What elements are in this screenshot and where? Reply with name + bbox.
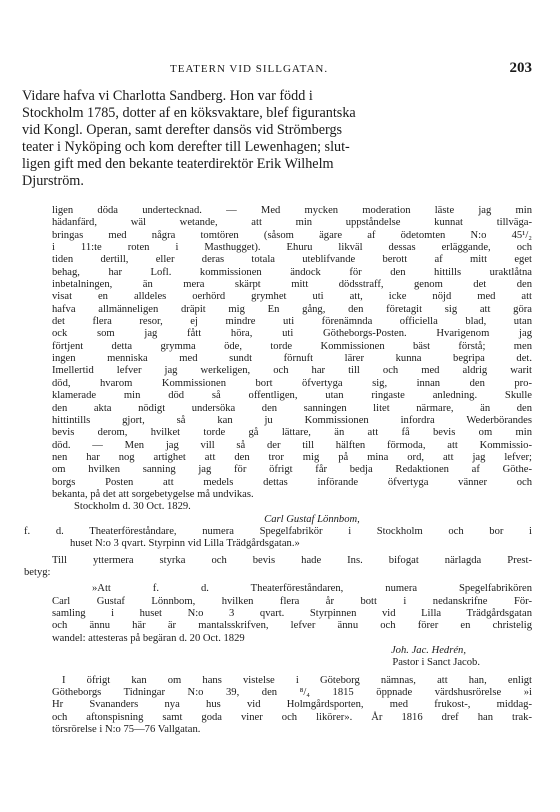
certificate-block [52,583,532,669]
closing-line: I öfrigt kan om hans vistelse i Göteborg nämnas, att han, enligt [62,674,532,686]
main-line: vid Kongl. Operan, samt derefter dansös vid Strömbergs [22,122,343,138]
main-line: teater i Nyköping och kom derefter till Lewenhagen; slut- [22,139,350,155]
closing-line: Götheborgs Tidningar N:o 39, den ⁸/₄ 1815 öppnade värdshusrörelse »i [52,687,532,699]
footnote-line: hittintills gjort, så kan ju Kommissionen infordra Wederbörandes [52,414,532,426]
footnote-line: om hvilken sanning jag för öfrigt får bedja Redaktionen af Göthe- [52,464,532,476]
footnote-line: klamerade min död så offentligen, utan ringaste anledning. Skulle [52,390,532,402]
footnote-block [24,205,532,736]
signatory-title-line: f. d. Theaterföreståndare, numera Spegelfabrikör i Stockholm och bor i [24,525,532,537]
footnote-line: bekanta, på det att sorgebetygelse må undvikas. [52,488,254,500]
certificate-line: och ännu här är mantalsskrifven, lefver ännu och förer en christelig [52,620,532,632]
certificate-title: Pastor i Sanct Jacob. [392,657,480,669]
intro-line: Till yttermera styrka och bevis hade Ins. bifogat närlagda Prest- [52,554,532,566]
footnote-line: i 11:te roten i Masthugget). Ehuru likväl dessas erläggande, och [52,242,532,254]
footnote-line: tiden dertill, eller deras totala uteblifvande berott af mitt eget [52,254,532,266]
running-title: TEATERN VID SILLGATAN. [170,63,329,75]
closing-line: törsrörelse i N:o 75—76 Vallgatan. [52,724,201,736]
main-line: Stockholm 1785, dotter af en köksvaktare, blef figurantska [22,105,356,121]
certificate-line: »Att f. d. Theaterföreståndaren, numera Spegelfabrikören [92,583,532,595]
footnote-line: bevis derom, hvilket torde gå lättare, än att få bevis om min [52,427,532,439]
footnote-line: visat en alldeles oerhörd grymhet uti att, icke nöjd med att [52,291,532,303]
certificate-signature: Joh. Jac. Hedrén, [390,645,466,657]
footnote-line: behag, har Lofl. kommissionen ändock för den hittills uraktlåtna [52,266,532,278]
footnote-line: död, hvarom Kommissionen bort öfvertyga sig, innan den pro- [52,377,532,389]
main-line: Djurström. [22,173,84,189]
footnote-line: hafva allmänneligen dräpit mig En gång, den företagit sig att göra [52,303,532,315]
page-header [22,60,532,80]
main-paragraph [22,88,534,190]
main-line: ligen gift med den bekante teaterdirektör Erik Wilhelm [22,156,334,172]
footnote-line: nen har nog artighet att den tror mig på mina ord, att jag lefver; [52,451,532,463]
certificate-line: samling i huset N:o 3 qvart. Styrpinnen vid Lilla Trädgårdsgatan [52,608,532,619]
footnote-line: hädanfärd, wäl wetande, att min uppståndelse kunnat tillväga- [52,217,532,229]
footnote-line: ingen menniska med sundt förnuft lärer kunna begripa det. [52,353,532,365]
certificate-line: Carl Gustaf Lönnbom, hvilken flera år bott i nedanskrifne För- [52,595,532,607]
footnote-line: ligen döda undertecknad. — Med mycken moderation läste jag min [52,205,532,216]
main-line: Vidare hafva vi Charlotta Sandberg. Hon var född i [22,88,313,104]
footnote-line: förtjent detta grymma öde, torde Kommissionen bäst förstå; men [52,340,532,352]
signatory-title-line: huset N:o 3 qvart. Styrpinn vid Lilla Trädgårdsgatan.» [70,538,300,550]
footnote-line: den akta nödigt undersöka den sanningen litet närmare, än den [52,402,532,414]
closing-line: och aftonspisning samt goda viner och likörer». År 1816 dref han trak- [52,711,532,723]
footnote-line: inbetalningen, än mera skärpt mitt dödsstraff, genom det den [52,279,532,291]
footnote-line: det flera resor, ej mindre uti förenämnda officiella blad, utan [52,316,532,328]
footnote-line: död. — Men jag vill så der till hälften förmoda, att Kommissio- [52,439,532,451]
letter-signature: Carl Gustaf Lönnbom, [264,513,360,525]
closing-line: Hr Svananders nya hus vid Holmgårdsporten, med frukost-, middag- [52,699,532,711]
footnote-line: ock som jag fått höra, uti Götheborgs-Posten. Hvarigenom jag [52,328,532,340]
certificate-line: wandel: attesteras på begäran d. 20 Oct. 1829 [52,632,245,644]
page-number: 203 [509,60,532,76]
intro-line: betyg: [24,566,51,578]
letter-date: Stockholm d. 30 Oct. 1829. [74,501,191,513]
footnote-line: Imellertid lefver jag werkeligen, och har till och med aldrig warit [52,365,532,377]
footnote-line: bringas med några tomtören (såsom ägare af ödetomten N:o 45¹/₂ [52,229,532,241]
footnote-line: borgs Posten att medels dettas införande öfvertyga vänner och [52,476,532,488]
